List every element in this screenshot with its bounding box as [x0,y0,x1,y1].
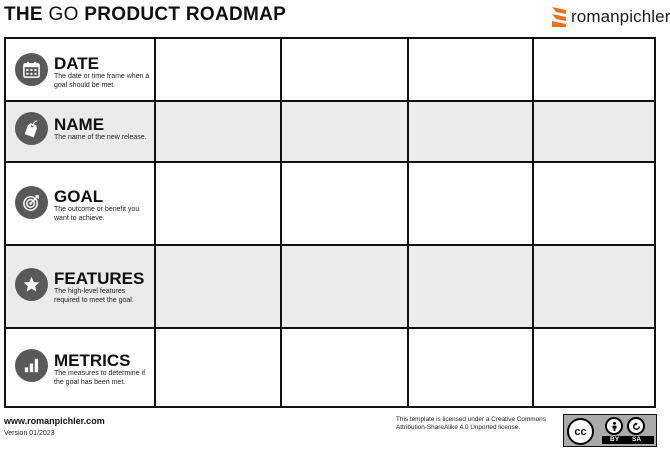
footer-license-text: This template is licensed under a Creative Commons Attribution-ShareAlike 4.0 Unported license. [396,416,546,431]
row-description: The measures to determine if the goal has been met. [54,370,146,386]
column-divider [280,39,282,406]
title-word-go: GO [48,4,79,25]
logo-text: romanpichler [571,7,670,26]
row-description: The name of the new release. [54,134,147,141]
tag-icon [15,112,48,145]
row-description: The date or time frame when a goal should be met. [54,73,150,89]
roadmap-cell[interactable] [156,39,280,100]
row-label-name [6,100,154,161]
page-title [4,4,286,26]
bar-chart-icon [15,349,48,382]
row-title: GOAL [54,187,104,206]
cc-by-label: BY [610,436,620,443]
creative-commons-badge[interactable] [563,414,657,447]
row-title: DATE [54,54,100,73]
title-word-product-roadmap: PRODUCT ROADMAP [84,4,287,25]
row-label-goal [6,161,154,244]
star-icon [15,268,48,301]
share-alike-icon [627,417,645,435]
row-title: FEATURES [54,269,145,288]
footer-website-link[interactable]: www.romanpichler.com [4,416,105,426]
row-title: METRICS [54,351,131,370]
row-description: The outcome or benefit you want to achieve. [54,206,140,222]
logo-mark-icon [551,6,567,28]
cc-logo-icon [567,418,594,445]
row-title: NAME [54,115,105,134]
calendar-icon [15,53,48,86]
title-word-the: THE [4,4,43,25]
row-description: The high-level features required to meet the goal. [54,288,134,304]
column-divider [407,39,409,406]
cc-label: cc [574,425,587,438]
target-icon [15,186,48,219]
cc-sa-label: SA [632,436,642,443]
column-divider [532,39,534,406]
roadmap-grid [4,37,656,408]
row-label-features [6,244,154,327]
footer-version: Version 01/2023 [4,430,55,437]
row-label-date [6,39,154,100]
attribution-person-icon [605,417,623,435]
row-label-metrics [6,327,154,408]
brand-logo[interactable] [551,5,670,29]
